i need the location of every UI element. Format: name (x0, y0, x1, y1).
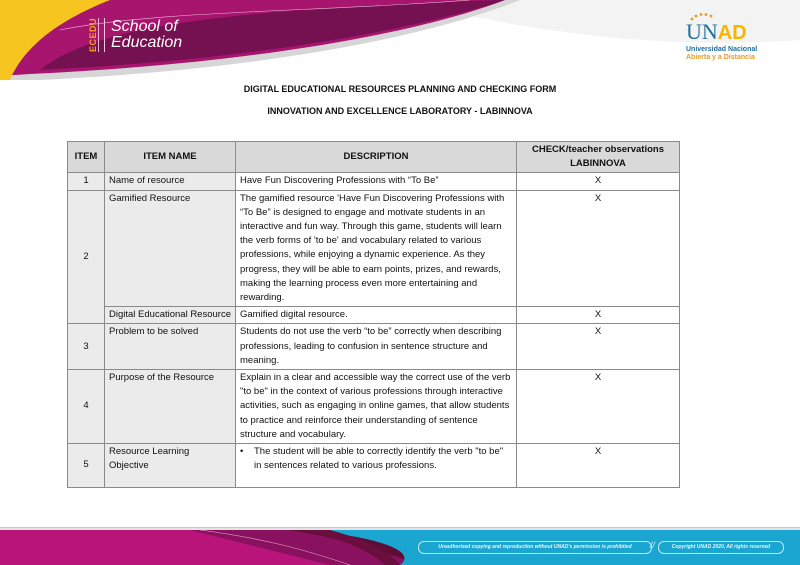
logo-subtitle-2: Abierta y a Distancia (686, 54, 755, 61)
brand-tag: ECEDU (88, 18, 98, 53)
row-description: Students do not use the verb “to be” correctly when describing professions, leading to confusion in sentence structure and meaning. (236, 324, 517, 370)
document-subtitle: INNOVATION AND EXCELLENCE LABORATORY - LABINNOVA (267, 106, 533, 116)
row-check: X (517, 173, 680, 190)
table-row (68, 324, 680, 370)
row-description: The gamified resource 'Have Fun Discovering Professions with “To Be” is designed to engage and motivate students in an interactive and fun way. Through this game, students will learn the verb forms of 'to be' and vocabulary related to various professions, while enjoying a dynamic experience. As they progress, they will be able to earn points, prizes, and rewards, making the learning process even more entertaining and rewarding. (236, 190, 517, 307)
resource-planning-table (67, 141, 680, 488)
unad-logo (686, 12, 776, 62)
table-row (68, 444, 680, 488)
row-item-name: Problem to be solved (105, 324, 236, 370)
row-check: X (517, 324, 680, 370)
row-item-number: 5 (68, 444, 105, 488)
row-item-name: Purpose of the Resource (105, 370, 236, 444)
header-check: CHECK/teacher observations LABINNOVA (517, 142, 680, 173)
notice-separator: // (650, 540, 656, 550)
row-item-number: 2 (68, 190, 105, 324)
row-check: X (517, 307, 680, 324)
row-item-name: Gamified Resource (105, 190, 236, 307)
document-title: DIGITAL EDUCATIONAL RESOURCES PLANNING AND CHECKING FORM (243, 84, 557, 94)
objective-text: The student will be able to correctly identify the verb "to be" in sentences related to various professions. (254, 446, 504, 472)
logo-subtitle-1: Universidad Nacional (686, 46, 758, 53)
bullet-icon: • (240, 446, 244, 458)
table-row (68, 370, 680, 444)
row-item-number: 1 (68, 173, 105, 190)
brand-divider (104, 18, 105, 52)
row-check: X (517, 370, 680, 444)
row-item-name: Digital Educational Resource (105, 307, 236, 324)
header-item: ITEM (68, 142, 105, 173)
school-brand (88, 18, 182, 52)
row-check: X (517, 190, 680, 307)
row-description (236, 444, 517, 488)
row-check: X (517, 444, 680, 488)
logo-wordmark: UNAD (686, 19, 747, 44)
table-row (68, 307, 680, 324)
header-banner (0, 0, 800, 80)
table-row (68, 190, 680, 307)
copyright-notice: Copyright UNAD 2020, All rights reserved (658, 541, 784, 554)
row-item-number: 3 (68, 324, 105, 370)
header-description: DESCRIPTION (236, 142, 517, 173)
row-description: Have Fun Discovering Professions with “To Be” (236, 173, 517, 190)
table-header-row (68, 142, 680, 173)
row-item-number: 4 (68, 370, 105, 444)
row-description: Explain in a clear and accessible way the correct use of the verb "to be" in the context of various professions through interactive activities, such as engaging in online games, that allow students to practice and reinforce their understanding of sentence structure and vocabulary. (236, 370, 517, 444)
row-item-name: Resource Learning Objective (105, 444, 236, 488)
brand-name-line1: School of (111, 18, 178, 35)
table-row (68, 173, 680, 190)
header-item-name: ITEM NAME (105, 142, 236, 173)
row-item-name: Name of resource (105, 173, 236, 190)
copy-prohibited-notice: Unauthorized copying and reproduction without UNAD's permission is prohibited (418, 541, 652, 554)
row-description: Gamified digital resource. (236, 307, 517, 324)
brand-name-line2: Education (111, 34, 183, 51)
